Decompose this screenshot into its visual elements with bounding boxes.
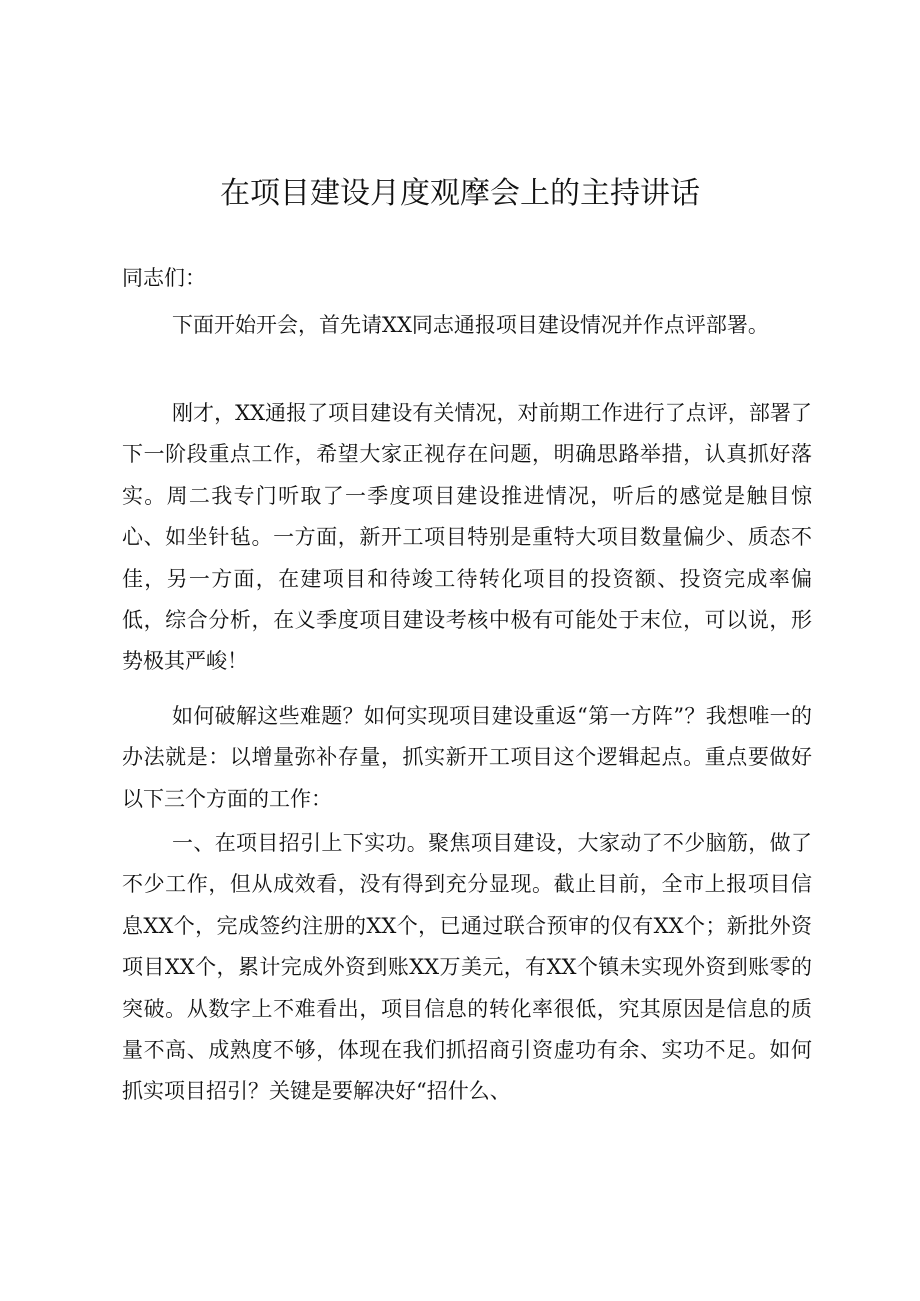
paragraph-opening: 下面开始开会，首先请XX同志通报项目建设情况并作点评部署。: [172, 313, 769, 337]
paragraph-situation: 刚才，XX通报了项目建设有关情况，对前期工作进行了点评，部署了下一阶段重点工作，希望大家正视存在问题，明确思路举措，认真抓好落实。周二我专门听取了一季度项目建设推进情况，听后的感觉是触目惊心、如坐针毡。一方面，新开工项目特别是重特大项目数量偏少、质态不佳，另一方面，在建项目和待竣工待转化项目的投资额、投资完成率偏低，综合分析，在义季度项目建设考核中极有可能处于末位，可以说，形势极其严峻！: [122, 401, 812, 674]
paragraph-point-one: 一、在项目招引上下实功。聚焦项目建设，大家动了不少脑筋，做了不少工作，但从成效看，没有得到充分显现。截止目前，全市上报项目信息XX个，完成签约注册的XX个，已通过联合预审的仅有XX个；新批外资项目XX个，累计完成外资到账XX万美元，有XX个镇未实现外资到账零的突破。从数字上不难看出，项目信息的转化率很低，究其原因是信息的质量不高、成熟度不够，体现在我们抓招商引资虚功有余、实功不足。如何抓实项目招引？关键是要解决好“招什么、: [122, 831, 812, 1104]
document-title: 在项目建设月度观摩会上的主持讲话: [220, 176, 700, 211]
salutation: 同志们：: [122, 266, 206, 290]
paragraph-solution: 如何破解这些难题？如何实现项目建设重返“第一方阵”？我想唯一的办法就是：以增量弥补存量，抓实新开工项目这个逻辑起点。重点要做好以下三个方面的工作：: [122, 704, 812, 811]
